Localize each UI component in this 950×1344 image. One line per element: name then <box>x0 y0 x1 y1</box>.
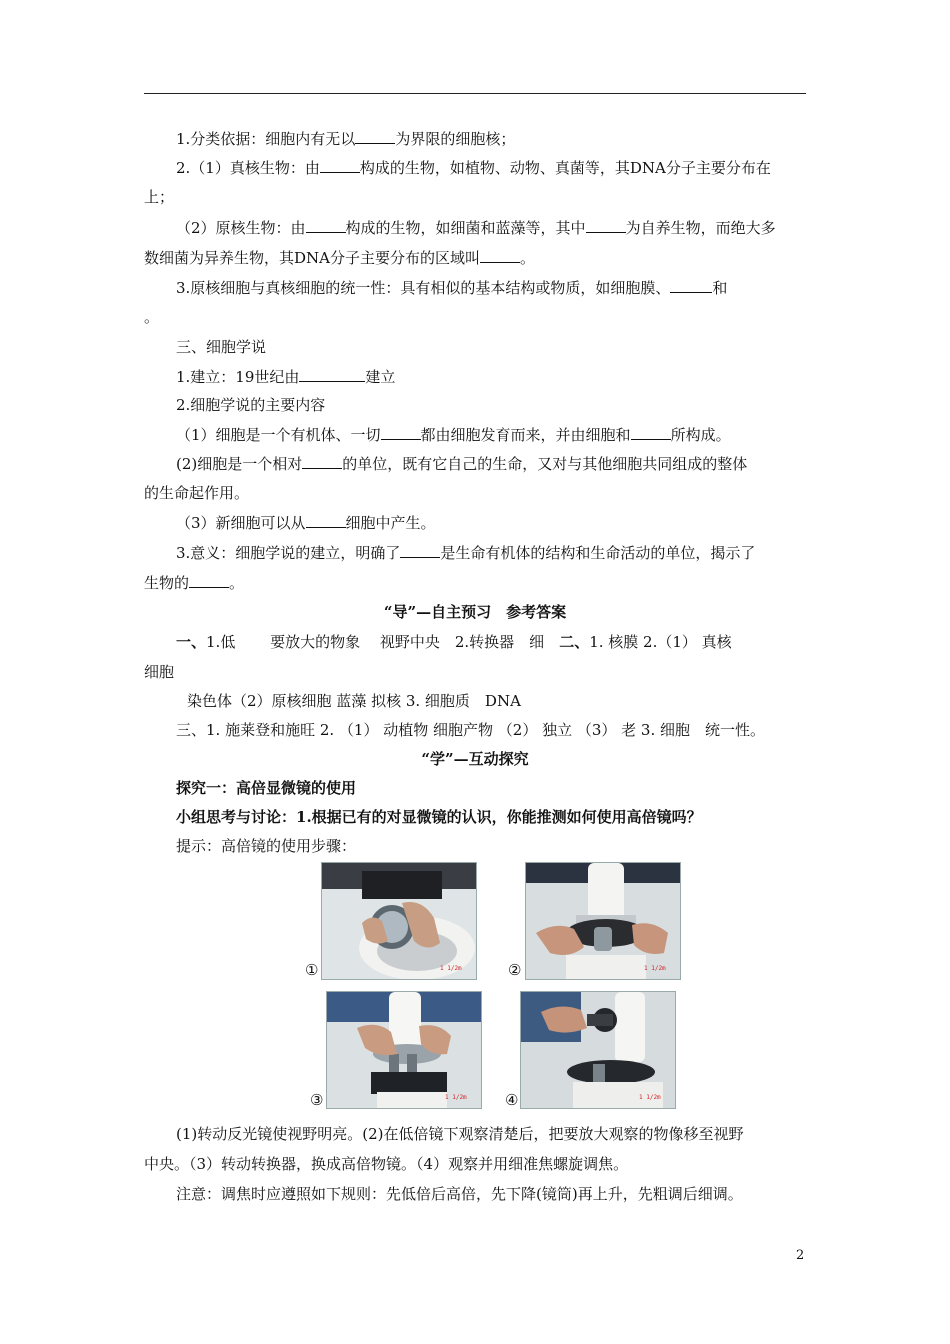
cell-theory-title: 三、细胞学说 <box>176 338 267 356</box>
hint-line: 提示：高倍镜的使用步骤： <box>176 837 357 855</box>
page-number: 2 <box>796 1248 805 1263</box>
focus-note: 注意：调焦时应遵照如下规则：先低倍后高倍，先下降(镜筒)再上升，先粗调后细调。 <box>176 1185 743 1203</box>
photo-label-1: ① <box>305 961 319 979</box>
group-discussion: 小组思考与讨论：1.根据已有的对显微镜的认识，你能推测如何使用高倍镜吗？ <box>176 808 702 826</box>
fill-blank[interactable] <box>480 247 520 263</box>
unity-line-cont: 。 <box>144 308 160 326</box>
fill-blank[interactable] <box>400 542 440 558</box>
content-point-3: （3）新细胞可以从 细胞中产生。 <box>176 514 436 532</box>
microscope-photo-4 <box>520 991 676 1109</box>
fill-blank[interactable] <box>299 366 365 382</box>
fill-blank[interactable] <box>320 157 360 173</box>
interactive-title: “学”—互动探究 <box>421 750 529 768</box>
fill-blank[interactable] <box>631 424 671 440</box>
fill-blank[interactable] <box>306 217 346 233</box>
explore-1-title: 探究一：高倍显微镜的使用 <box>176 779 357 797</box>
prokaryote-line: （2）原核生物：由 构成的生物，如细菌和蓝藻等，其中 为自养生物，而绝大多 <box>176 219 776 237</box>
answers-row-2: 染色体（2）原核细胞 蓝藻 拟核 3. 细胞质 DNA <box>187 692 521 710</box>
unity-line: 3.原核细胞与真核细胞的统一性：具有相似的基本结构或物质，如细胞膜、 和 <box>176 279 728 297</box>
fill-blank[interactable] <box>302 453 342 469</box>
fill-blank[interactable] <box>670 277 712 293</box>
main-content-title: 2.细胞学说的主要内容 <box>176 396 326 414</box>
steps-line-2: 中央。（3）转动转换器，换成高倍物镜。（4）观察并用细准焦螺旋调焦。 <box>144 1155 629 1173</box>
scale-mark: 1 1/2m <box>445 1094 467 1101</box>
photo-label-4: ④ <box>505 1091 519 1109</box>
content-point-2-cont: 的生命起作用。 <box>144 484 250 502</box>
prokaryote-line-cont: 数细菌为异养生物，其DNA分子主要分布的区域叫 。 <box>144 249 536 267</box>
significance-line: 3.意义：细胞学说的建立，明确了 是生命有机体的结构和生命活动的单位，揭示了 <box>176 544 756 562</box>
content-point-2: (2)细胞是一个相对 的单位，既有它自己的生命，又对与其他细胞共同组成的整体 <box>176 455 748 473</box>
fill-blank[interactable] <box>355 128 395 144</box>
answers-row-1: 一、1.低 要放大的物象 视野中央 2.转换器 细 二、1. 核膜 2.（1） 真核 <box>176 633 732 651</box>
header-rule <box>144 93 806 94</box>
steps-line-1: (1)转动反光镜使视野明亮。(2)在低倍镜下观察清楚后，把要放大观察的物像移至视野 <box>176 1125 744 1143</box>
microscope-photo-2 <box>525 862 681 980</box>
classification-basis: 1.分类依据：细胞内有无以 为界限的细胞核； <box>176 130 516 148</box>
scale-mark: 1 1/2m <box>644 965 666 972</box>
fill-blank[interactable] <box>586 217 626 233</box>
answers-title: “导”—自主预习 参考答案 <box>383 603 567 621</box>
scale-mark: 1 1/2m <box>440 965 462 972</box>
answers-row-1-cont: 细胞 <box>144 663 175 681</box>
microscope-photo-1 <box>321 862 477 980</box>
established-line: 1.建立：19世纪由 建立 <box>176 368 396 386</box>
eukaryote-line-cont: 上； <box>144 188 175 206</box>
photo-label-2: ② <box>508 961 522 979</box>
eukaryote-line: 2.（1）真核生物：由 构成的生物，如植物、动物、真菌等，其DNA分子主要分布在 <box>176 159 771 177</box>
significance-line-cont: 生物的 。 <box>144 574 245 592</box>
scale-mark: 1 1/2m <box>639 1094 661 1101</box>
microscope-photo-3 <box>326 991 482 1109</box>
fill-blank[interactable] <box>381 424 421 440</box>
content-point-1: （1）细胞是一个有机体、一切 都由细胞发育而来，并由细胞和 所构成。 <box>176 426 731 444</box>
fill-blank[interactable] <box>306 512 346 528</box>
answers-row-3: 三、1. 施莱登和施旺 2. （1） 动植物 细胞产物 （2） 独立 （3） 老 3. 细胞 统一性。 <box>176 721 766 739</box>
fill-blank[interactable] <box>189 572 229 588</box>
photo-label-3: ③ <box>310 1091 324 1109</box>
